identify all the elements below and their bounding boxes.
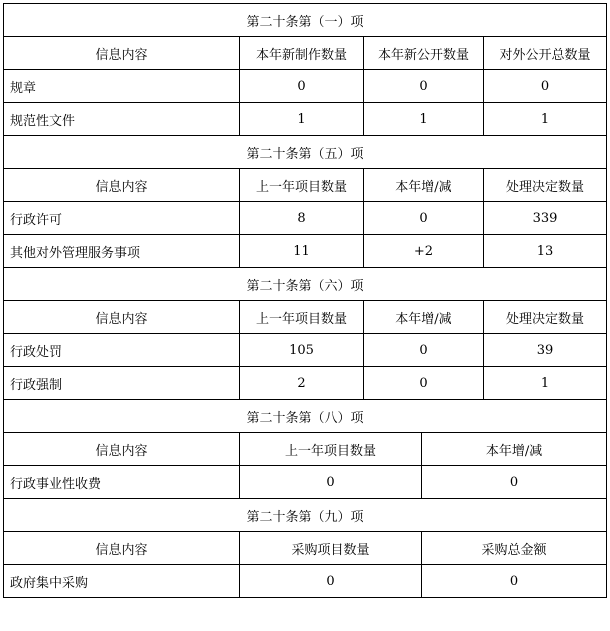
section-title: 第二十条第（六）项 (4, 268, 607, 301)
table-cell: 1 (364, 103, 484, 136)
row-label: 政府集中采购 (4, 565, 240, 598)
header-cell: 信息内容 (4, 532, 240, 565)
disclosure-table (3, 3, 607, 598)
table-cell: 0 (422, 565, 607, 598)
header-cell: 本年增/减 (364, 301, 484, 334)
table-cell: 1 (484, 103, 607, 136)
table-row (4, 367, 607, 400)
table-row (4, 466, 607, 499)
section-title-row (4, 136, 607, 169)
section-title: 第二十条第（一）项 (4, 4, 607, 37)
row-label: 其他对外管理服务事项 (4, 235, 240, 268)
table-cell: 105 (240, 334, 364, 367)
table-cell: 0 (240, 70, 364, 103)
header-cell: 本年增/减 (422, 433, 607, 466)
header-cell: 信息内容 (4, 169, 240, 202)
table-cell: 0 (240, 565, 422, 598)
table-cell: 8 (240, 202, 364, 235)
table-row (4, 565, 607, 598)
header-cell: 信息内容 (4, 37, 240, 70)
table-row (4, 70, 607, 103)
table-cell: 2 (240, 367, 364, 400)
table-row (4, 334, 607, 367)
section-title-row (4, 499, 607, 532)
header-cell: 信息内容 (4, 433, 240, 466)
table-cell: 0 (364, 334, 484, 367)
table-cell: 0 (364, 367, 484, 400)
table-row (4, 202, 607, 235)
section-title-row (4, 400, 607, 433)
row-label: 行政处罚 (4, 334, 240, 367)
header-cell: 本年增/减 (364, 169, 484, 202)
section-title: 第二十条第（八）项 (4, 400, 607, 433)
table-cell: 1 (240, 103, 364, 136)
section-title: 第二十条第（五）项 (4, 136, 607, 169)
header-cell: 上一年项目数量 (240, 301, 364, 334)
table-cell: 11 (240, 235, 364, 268)
table-cell: 39 (484, 334, 607, 367)
table-cell: 0 (240, 466, 422, 499)
table-header-row (4, 169, 607, 202)
table-row (4, 103, 607, 136)
table-cell: 13 (484, 235, 607, 268)
row-label: 行政许可 (4, 202, 240, 235)
table-header-row (4, 37, 607, 70)
header-cell: 信息内容 (4, 301, 240, 334)
table-cell: 0 (422, 466, 607, 499)
row-label: 规范性文件 (4, 103, 240, 136)
section-title-row (4, 268, 607, 301)
table-header-row (4, 532, 607, 565)
header-cell: 本年新制作数量 (240, 37, 364, 70)
row-label: 行政强制 (4, 367, 240, 400)
header-cell: 采购总金额 (422, 532, 607, 565)
table-cell: 0 (364, 70, 484, 103)
table-row (4, 235, 607, 268)
header-cell: 上一年项目数量 (240, 169, 364, 202)
row-label: 行政事业性收费 (4, 466, 240, 499)
header-cell: 采购项目数量 (240, 532, 422, 565)
header-cell: 本年新公开数量 (364, 37, 484, 70)
row-label: 规章 (4, 70, 240, 103)
table-header-row (4, 433, 607, 466)
table-cell: +2 (364, 235, 484, 268)
header-cell: 上一年项目数量 (240, 433, 422, 466)
table-cell: 339 (484, 202, 607, 235)
table-header-row (4, 301, 607, 334)
section-title: 第二十条第（九）项 (4, 499, 607, 532)
section-title-row (4, 4, 607, 37)
table-cell: 1 (484, 367, 607, 400)
header-cell: 处理决定数量 (484, 301, 607, 334)
table-cell: 0 (364, 202, 484, 235)
header-cell: 对外公开总数量 (484, 37, 607, 70)
header-cell: 处理决定数量 (484, 169, 607, 202)
table-cell: 0 (484, 70, 607, 103)
